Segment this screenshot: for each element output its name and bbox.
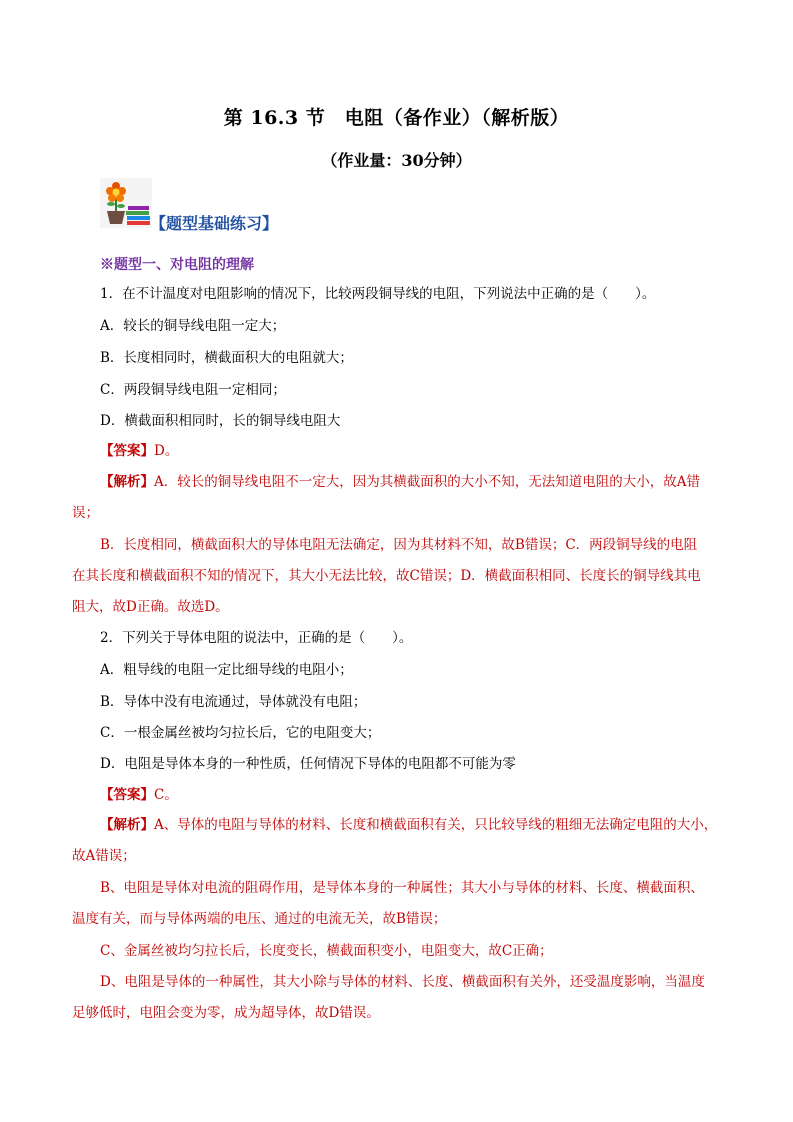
q2-analysis-line-6: D、电阻是导体的一种属性，其大小除与导体的材料、长度、横截面积有关外，还受温度影响，当温度 <box>100 974 705 990</box>
q2-option-a: A．粗导线的电阻一定比细导线的电阻小； <box>100 662 353 678</box>
q1-analysis-line-1 <box>100 472 700 492</box>
q1-analysis-line-5: 阻大，故D正确。故选D。 <box>72 599 229 615</box>
q2-option-b: B．导体中没有电流通过，导体就没有电阻； <box>100 694 367 710</box>
q1-answer-value: D。 <box>154 443 179 459</box>
q2-analysis-line-7: 足够低时，电阻会变为零，成为超导体，故D错误。 <box>72 1005 380 1021</box>
q1-analysis-line-2: 误； <box>72 505 99 521</box>
q2-analysis-line-1 <box>100 815 717 835</box>
page-title: 第 16.3 节 电阻（备作业）（解析版） <box>223 107 570 129</box>
q2-option-d: D．电阻是导体本身的一种性质，任何情况下导体的电阻都不可能为零 <box>100 756 516 772</box>
q1-answer-label: 【答案】 <box>100 443 154 459</box>
q2-analysis-line-2: 故A错误； <box>72 848 136 864</box>
q2-answer-value: C。 <box>154 787 178 803</box>
q1-option-d: D．横截面积相同时，长的铜导线电阻大 <box>100 413 341 429</box>
q1-analysis-text-1: A．较长的铜导线电阻不一定大，因为其横截面积的大小不知，无法知道电阻的大小，故A错 <box>154 474 700 490</box>
page-subtitle: （作业量：30分钟） <box>321 151 472 170</box>
q2-analysis-line-5: C、金属丝被均匀拉长后，长度变长，横截面积变小，电阻变大，故C正确； <box>100 943 553 959</box>
q2-answer <box>100 785 178 805</box>
q2-analysis-text-1: A、导体的电阻与导体的材料、长度和横截面积有关，只比较导线的粗细无法确定电阻的大小， <box>154 817 718 833</box>
q1-option-b: B．长度相同时，横截面积大的电阻就大； <box>100 350 353 366</box>
q1-analysis-line-3: B．长度相同，横截面积大的导体电阻无法确定，因为其材料不知，故B错误；C．两段铜导线的电阻 <box>100 537 698 553</box>
q1-stem: 1．在不计温度对电阻影响的情况下，比较两段铜导线的电阻，下列说法中正确的是（ ）。 <box>100 286 656 302</box>
q2-answer-label: 【答案】 <box>100 787 154 803</box>
q1-option-c: C．两段铜导线电阻一定相同； <box>100 382 286 398</box>
q2-analysis-label: 【解析】 <box>100 817 154 833</box>
q1-option-a: A．较长的铜导线电阻一定大； <box>100 318 286 334</box>
flower-pot-books-icon <box>100 178 152 228</box>
q1-analysis-label: 【解析】 <box>100 474 154 490</box>
q1-analysis-line-4: 在其长度和横截面积不知的情况下，其大小无法比较，故C错误；D．横截面积相同、长度长的铜导线其电 <box>72 568 701 584</box>
category-heading: ※题型一、对电阻的理解 <box>100 257 254 273</box>
q2-analysis-line-4: 温度有关，而与导体两端的电压、通过的电流无关，故B错误； <box>72 911 447 927</box>
section-header: 【题型基础练习】 <box>150 214 279 233</box>
q2-option-c: C．一根金属丝被均匀拉长后，它的电阻变大； <box>100 725 381 741</box>
q2-analysis-line-3: B、电阻是导体对电流的阻碍作用，是导体本身的一种属性；其大小与导体的材料、长度、横截面积、 <box>100 880 704 896</box>
q1-answer <box>100 441 178 461</box>
q2-stem: 2．下列关于导体电阻的说法中，正确的是（ ）。 <box>100 630 413 646</box>
